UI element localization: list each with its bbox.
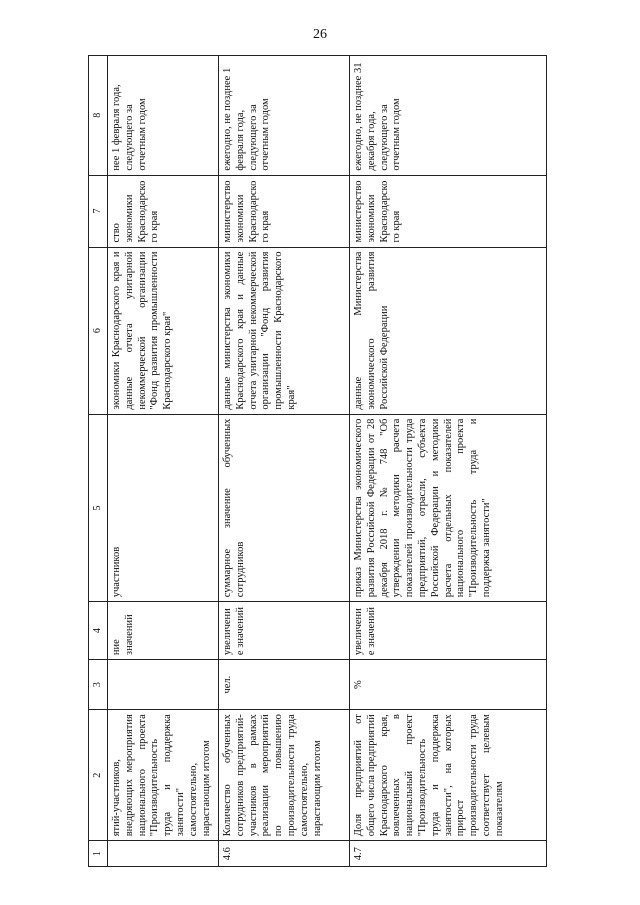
- header-col-8: 8: [89, 56, 108, 176]
- table-row: [108, 56, 219, 867]
- cell-number: 4.6: [219, 841, 350, 867]
- header-col-2: 2: [89, 710, 108, 841]
- page-number: 26: [313, 27, 327, 42]
- header-col-7: 7: [89, 175, 108, 247]
- cell-responsible: ство экономики Краснодарского края: [108, 175, 219, 247]
- cell-method: приказ Министерства экономического развития Российской Федерации от 28 декабря 2018 г. № 748 "Об утверждении методики расчета показателей производительности труда предприятий, отрасли, субъекта Российской Федерации и методики расчета отдельных показателей национального проекта "Производительность труда и поддержка занятости": [350, 414, 547, 602]
- header-col-6: 6: [89, 247, 108, 414]
- cell-source: данные министерства экономики Краснодарского края и данные отчета унитарной некоммерческой организации "Фонд развития промышленности Краснодарского края": [219, 247, 350, 414]
- cell-indicator: ятий-участников, внедряющих мероприятия национального проекта "Производительность труда и поддержка занятости" самостоятельно, нарастающим итогом: [108, 710, 219, 841]
- cell-unit: %: [350, 660, 547, 710]
- cell-responsible: министерство экономики Краснодарского края: [350, 175, 547, 247]
- header-col-1: 1: [89, 841, 108, 867]
- table-row: [219, 56, 350, 867]
- cell-number: [108, 841, 219, 867]
- indicators-table: [88, 55, 547, 867]
- rotated-table-container: [88, 55, 540, 867]
- cell-deadline: ежегодно, не позднее 31 декабря года, следующего за отчетным годом: [350, 56, 547, 176]
- cell-responsible: министерство экономики Краснодарского края: [219, 175, 350, 247]
- cell-unit: чел.: [219, 660, 350, 710]
- cell-indicator: Доля предприятий от общего числа предприятий Краснодарского края, вовлеченных в национальный проект "Производительность труда и поддержка занятости", на которых прирост производительности труда соответствует целевым показателям: [350, 710, 547, 841]
- cell-dynamics: ние значений: [108, 602, 219, 660]
- header-col-5: 5: [89, 414, 108, 602]
- header-col-3: 3: [89, 660, 108, 710]
- cell-indicator: Количество обученных сотрудников предприятий-участников в рамках реализации мероприятий по повышению производительности труда самостоятельно, нарастающим итогом: [219, 710, 350, 841]
- cell-method: участников: [108, 414, 219, 602]
- cell-deadline: нее 1 февраля года, следующего за отчетным годом: [108, 56, 219, 176]
- cell-source: данные Министерства экономического развития Российской Федерации: [350, 247, 547, 414]
- cell-method: суммарное значение обученных сотрудников: [219, 414, 350, 602]
- cell-source: экономики Краснодарского края и данные отчета унитарной некоммерческой организации "Фонд развития промышленности Краснодарского края": [108, 247, 219, 414]
- cell-deadline: ежегодно, не позднее 1 февраля года, следующего за отчетным годом: [219, 56, 350, 176]
- header-row: [89, 56, 108, 867]
- cell-dynamics: увеличение значений: [350, 602, 547, 660]
- header-col-4: 4: [89, 602, 108, 660]
- table-row: [350, 56, 547, 867]
- cell-unit: [108, 660, 219, 710]
- cell-number: 4.7: [350, 841, 547, 867]
- cell-dynamics: увеличение значений: [219, 602, 350, 660]
